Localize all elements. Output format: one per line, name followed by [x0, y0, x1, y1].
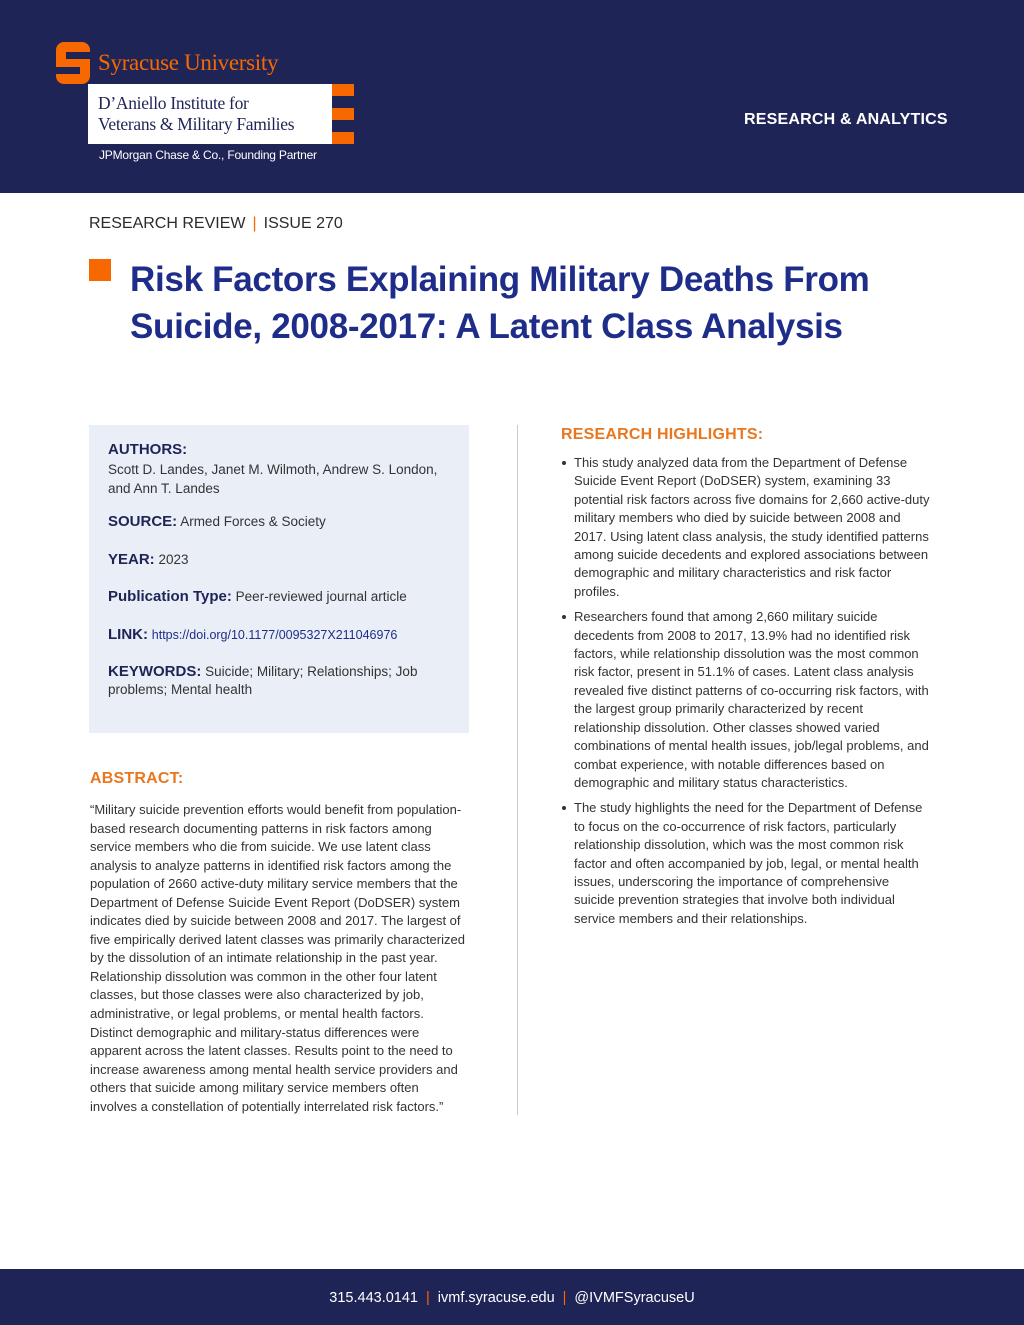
bullet-icon [562, 615, 566, 619]
keywords-field [108, 663, 448, 699]
list-item [560, 799, 932, 928]
highlight-text: The study highlights the need for the Department of Defense to focus on the co-occurrence of risk factors, particularly relationship dissolution, which was the most common risk factor and often accompanied by job, legal, or mental health issues, underscoring the importance of comprehensive suicide prevention strategies that involve both individual service members and their relationships. [574, 800, 923, 926]
footer-contact [0, 1290, 1024, 1306]
abstract-text: “Military suicide prevention efforts would benefit from population-based research documenting patterns in risk factors among service members who die from suicide. We use latent class analysis to analyze patterns in identified risk factors among the population of 2660 active-duty military service members that the Department of Defense Suicide Event Report (DoDSER) system indicates died by suicide between 2008 and 2017. The largest of five empirically derived latent classes was primarily characterized by the dissolution of an intimate relationship in the past year. Relationship dissolution was common in the other four latent classes, but those classes were also characterized by job, administrative, or legal problems, or mental health factors. Distinct demographic and military-status differences were apparent across the latent classes. Results point to the need to increase awareness among mental health service providers and others that suicide among military service members often involves a constellation of potentially interrelated risk factors.” [90, 802, 465, 1114]
logo-stripes-icon [332, 84, 354, 144]
year-label: YEAR: [108, 551, 155, 568]
link-label: LINK: [108, 626, 148, 643]
footer-separator: | [426, 1290, 430, 1306]
year-value: 2023 [158, 552, 189, 567]
publication-info-box [89, 425, 469, 733]
title-accent-square [89, 259, 111, 281]
syracuse-s-logo-icon [56, 42, 90, 84]
list-item [560, 608, 932, 792]
keywords-label: KEYWORDS: [108, 663, 202, 680]
authors-label: AUTHORS: [108, 441, 188, 458]
review-label: RESEARCH REVIEW [89, 215, 246, 232]
highlight-text: This study analyzed data from the Department of Defense Suicide Event Report (DoDSER) system, examining 33 potential risk factors across five domains for 2,660 active-duty military members who died by suicide between 2008 and 2017. Using latent class analysis, the study identified patterns among suicide decedents and explored associations between demographic and military characteristics and risk factor profiles. [574, 455, 930, 599]
abstract-heading: ABSTRACT: [90, 770, 184, 787]
institute-name-line2: Veterans & Military Families [98, 114, 295, 134]
university-name: Syracuse University [98, 50, 279, 75]
footer-bar [0, 1269, 1024, 1325]
founding-partner: JPMorgan Chase & Co., Founding Partner [99, 148, 317, 162]
doi-link[interactable]: https://doi.org/10.1177/0095327X211046976 [151, 628, 398, 642]
header-banner [0, 0, 1024, 193]
year-field [108, 551, 188, 568]
issue-separator: | [252, 215, 257, 232]
highlights-list [560, 454, 932, 935]
pubtype-field [108, 588, 407, 605]
institute-name-line1: D’Aniello Institute for [98, 93, 249, 113]
footer-phone[interactable]: 315.443.0141 [329, 1290, 418, 1306]
issue-number: ISSUE 270 [263, 215, 343, 232]
authors-value: Scott D. Landes, Janet M. Wilmoth, Andrew S. London, and Ann T. Landes [108, 462, 438, 496]
highlight-text: Researchers found that among 2,660 military suicide decedents from 2008 to 2017, 13.9% had no identified risk factors, while relationship dissolution was the most common risk factor, present in 51.1% of cases. Latent class analysis revealed five distinct patterns of co-occurring risk factors, with the largest group primarily characterized by recent relationship dissolution. Other classes showed varied combinations of mental health issues, job/legal problems, and combat experience, with notable differences based on demographic and military status characteristics. [574, 609, 929, 790]
bullet-icon [562, 461, 566, 465]
footer-separator: | [562, 1290, 567, 1306]
list-item [560, 454, 932, 601]
pubtype-value: Peer-reviewed journal article [235, 589, 407, 604]
footer-social[interactable]: @IVMFSyracuseU [574, 1290, 695, 1306]
source-label: SOURCE: [108, 513, 178, 530]
pubtype-label: Publication Type: [108, 588, 232, 605]
page-title: Risk Factors Explaining Military Deaths From Suicide, 2008-2017: A Latent Class Analysis [130, 260, 870, 346]
institute-logo [88, 84, 332, 144]
source-field [108, 513, 326, 530]
keywords-value: Suicide; Military; Relationships; Job problems; Mental health [108, 664, 418, 697]
column-divider [517, 425, 518, 1115]
issue-line [89, 215, 343, 233]
highlights-heading: RESEARCH HIGHLIGHTS: [561, 426, 764, 443]
section-label: RESEARCH & ANALYTICS [744, 111, 948, 128]
link-field [108, 626, 397, 643]
source-value: Armed Forces & Society [180, 514, 326, 529]
footer-website[interactable]: ivmf.syracuse.edu [437, 1290, 555, 1306]
bullet-icon [562, 806, 566, 810]
